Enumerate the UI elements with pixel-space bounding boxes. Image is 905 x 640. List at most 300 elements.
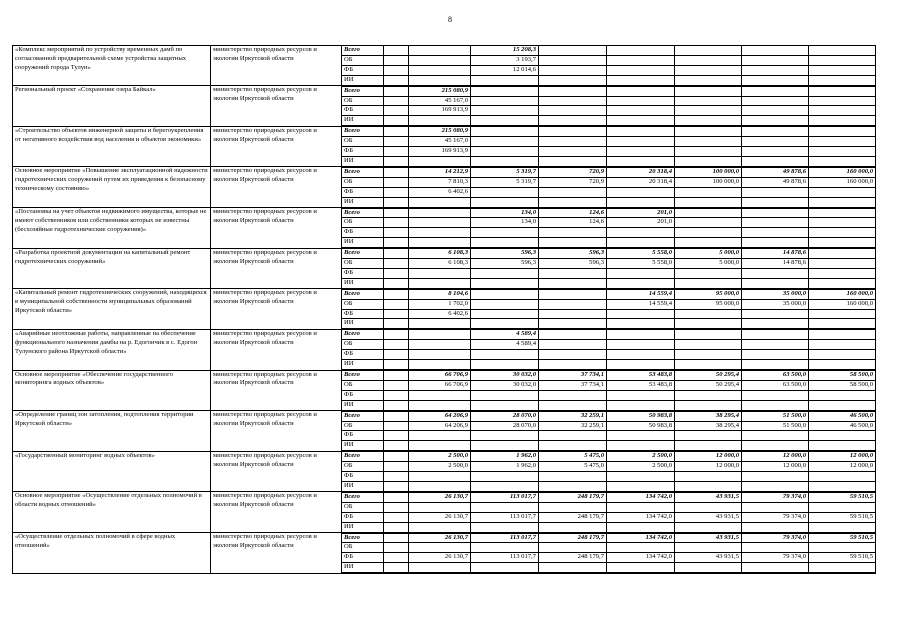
amount-cell: 49 878,6: [742, 167, 809, 177]
amount-cell: [809, 156, 876, 166]
amount-cell: [809, 390, 876, 400]
amount-cell: [742, 46, 809, 56]
amount-cell: [384, 278, 409, 288]
amount-cell: [409, 46, 471, 56]
amount-cell: [675, 441, 742, 451]
table-row: [13, 167, 876, 177]
amount-cell: [539, 329, 607, 339]
amount-cell: [607, 543, 675, 553]
amount-cell: [539, 350, 607, 360]
amount-cell: [675, 238, 742, 248]
amount-cell: [742, 431, 809, 441]
amount-cell: [675, 106, 742, 116]
amount-cell: 63 500,0: [742, 380, 809, 390]
amount-cell: 79 374,0: [742, 553, 809, 563]
amount-cell: [742, 340, 809, 350]
amount-cell: [809, 208, 876, 218]
amount-cell: [675, 319, 742, 329]
amount-cell: 6 402,6: [409, 309, 471, 319]
amount-cell: [607, 329, 675, 339]
amount-cell: 134,0: [471, 208, 539, 218]
table-row: [13, 86, 876, 96]
responsible-executor: министерство природных ресурсов и экологии Иркутской области: [211, 411, 342, 452]
amount-cell: [409, 116, 471, 126]
activity-name: «Аварийные неотложные работы, направленные на обеспечение функционального назначения дамбы на р. Едогончик в с. Едогон Тулунского района Иркутской области»: [13, 329, 211, 370]
amount-cell: 596,3: [471, 248, 539, 258]
funding-source: ОБ: [342, 96, 384, 106]
amount-cell: [539, 502, 607, 512]
amount-cell: [384, 208, 409, 218]
amount-cell: [384, 238, 409, 248]
amount-cell: 30 032,0: [471, 370, 539, 380]
amount-cell: 5 000,0: [675, 259, 742, 269]
funding-source: ОБ: [342, 543, 384, 553]
amount-cell: [471, 472, 539, 482]
page-number: 8: [448, 15, 452, 24]
responsible-executor: министерство природных ресурсов и экологии Иркутской области: [211, 370, 342, 411]
table-row: [13, 411, 876, 421]
amount-cell: [384, 522, 409, 532]
table-row: [13, 248, 876, 258]
budget-table: [12, 45, 876, 574]
amount-cell: 124,6: [539, 218, 607, 228]
amount-cell: [471, 238, 539, 248]
amount-cell: [471, 147, 539, 157]
amount-cell: 169 913,9: [409, 106, 471, 116]
funding-source: ОБ: [342, 340, 384, 350]
amount-cell: 2 500,0: [409, 462, 471, 472]
amount-cell: [384, 472, 409, 482]
amount-cell: 5 319,7: [471, 167, 539, 177]
amount-cell: [742, 441, 809, 451]
amount-cell: 79 374,0: [742, 512, 809, 522]
amount-cell: 5 475,0: [539, 451, 607, 461]
funding-source: ИИ: [342, 360, 384, 370]
amount-cell: [409, 522, 471, 532]
amount-cell: 58 500,0: [809, 380, 876, 390]
amount-cell: [539, 340, 607, 350]
amount-cell: [607, 46, 675, 56]
amount-cell: 45 167,0: [409, 96, 471, 106]
amount-cell: [539, 431, 607, 441]
amount-cell: [607, 431, 675, 441]
amount-cell: [607, 156, 675, 166]
amount-cell: [384, 96, 409, 106]
amount-cell: [675, 472, 742, 482]
amount-cell: [607, 86, 675, 96]
amount-cell: 5 558,0: [607, 259, 675, 269]
amount-cell: 37 734,1: [539, 370, 607, 380]
amount-cell: [742, 472, 809, 482]
amount-cell: [675, 65, 742, 75]
responsible-executor: министерство природных ресурсов и экологии Иркутской области: [211, 248, 342, 289]
amount-cell: [809, 65, 876, 75]
amount-cell: [384, 65, 409, 75]
table-row: [13, 46, 876, 56]
amount-cell: [471, 228, 539, 238]
amount-cell: [409, 441, 471, 451]
amount-cell: [384, 177, 409, 187]
amount-cell: 113 017,7: [471, 553, 539, 563]
amount-cell: [539, 86, 607, 96]
amount-cell: [742, 329, 809, 339]
table-row: [13, 329, 876, 339]
amount-cell: 720,9: [539, 167, 607, 177]
amount-cell: 160 000,0: [809, 177, 876, 187]
amount-cell: [607, 197, 675, 207]
amount-cell: [809, 563, 876, 573]
amount-cell: 1 702,0: [409, 299, 471, 309]
funding-source: ИИ: [342, 156, 384, 166]
amount-cell: [675, 137, 742, 147]
amount-cell: [471, 543, 539, 553]
amount-cell: 26 130,7: [409, 492, 471, 502]
responsible-executor: министерство природных ресурсов и экологии Иркутской области: [211, 167, 342, 208]
amount-cell: [384, 350, 409, 360]
amount-cell: 169 913,9: [409, 147, 471, 157]
amount-cell: [471, 522, 539, 532]
amount-cell: [607, 522, 675, 532]
amount-cell: 215 080,9: [409, 126, 471, 136]
amount-cell: [809, 46, 876, 56]
amount-cell: [471, 431, 539, 441]
amount-cell: 95 000,0: [675, 289, 742, 299]
amount-cell: 6 108,3: [409, 248, 471, 258]
amount-cell: [409, 543, 471, 553]
amount-cell: 50 983,8: [607, 421, 675, 431]
amount-cell: [809, 106, 876, 116]
amount-cell: [742, 218, 809, 228]
amount-cell: 14 878,6: [742, 259, 809, 269]
funding-source: ИИ: [342, 400, 384, 410]
amount-cell: [471, 360, 539, 370]
amount-cell: 66 706,9: [409, 370, 471, 380]
amount-cell: [384, 390, 409, 400]
amount-cell: [675, 278, 742, 288]
amount-cell: [384, 451, 409, 461]
amount-cell: [809, 238, 876, 248]
amount-cell: [539, 197, 607, 207]
amount-cell: [539, 55, 607, 65]
amount-cell: [384, 340, 409, 350]
amount-cell: 43 931,5: [675, 533, 742, 543]
amount-cell: [809, 543, 876, 553]
amount-cell: 201,0: [607, 218, 675, 228]
amount-cell: 134,0: [471, 218, 539, 228]
amount-cell: [607, 350, 675, 360]
funding-source: ФБ: [342, 106, 384, 116]
funding-source: ФБ: [342, 187, 384, 197]
funding-source: ФБ: [342, 228, 384, 238]
amount-cell: [675, 75, 742, 85]
amount-cell: [607, 228, 675, 238]
amount-cell: [607, 360, 675, 370]
amount-cell: 50 295,4: [675, 370, 742, 380]
amount-cell: 28 070,0: [471, 411, 539, 421]
amount-cell: [384, 75, 409, 85]
activity-name: «Строительство объектов инженерной защиты и берегоукрепления от негативного воздействия вод населения и объектов экономики»: [13, 126, 211, 167]
amount-cell: 28 070,0: [471, 421, 539, 431]
funding-source: Всего: [342, 248, 384, 258]
amount-cell: [539, 116, 607, 126]
amount-cell: [384, 55, 409, 65]
amount-cell: [471, 278, 539, 288]
amount-cell: 201,0: [607, 208, 675, 218]
amount-cell: [539, 400, 607, 410]
table-row: [13, 208, 876, 218]
amount-cell: [675, 228, 742, 238]
amount-cell: [384, 319, 409, 329]
amount-cell: [675, 522, 742, 532]
amount-cell: [809, 481, 876, 491]
amount-cell: [409, 472, 471, 482]
amount-cell: 134 742,0: [607, 512, 675, 522]
amount-cell: [675, 563, 742, 573]
amount-cell: [539, 75, 607, 85]
amount-cell: [384, 299, 409, 309]
amount-cell: [384, 86, 409, 96]
amount-cell: [539, 563, 607, 573]
table-row: [13, 492, 876, 502]
amount-cell: [409, 481, 471, 491]
funding-source: ФБ: [342, 309, 384, 319]
amount-cell: [471, 481, 539, 491]
amount-cell: [384, 268, 409, 278]
funding-source: ОБ: [342, 259, 384, 269]
amount-cell: [742, 268, 809, 278]
amount-cell: [384, 512, 409, 522]
amount-cell: 215 080,9: [409, 86, 471, 96]
amount-cell: 49 878,6: [742, 177, 809, 187]
amount-cell: [742, 238, 809, 248]
amount-cell: 596,3: [539, 248, 607, 258]
amount-cell: [409, 319, 471, 329]
amount-cell: [471, 299, 539, 309]
amount-cell: [607, 75, 675, 85]
amount-cell: [471, 289, 539, 299]
amount-cell: 5 000,0: [675, 248, 742, 258]
amount-cell: 20 318,4: [607, 177, 675, 187]
amount-cell: [471, 319, 539, 329]
responsible-executor: министерство природных ресурсов и экологии Иркутской области: [211, 329, 342, 370]
amount-cell: [409, 65, 471, 75]
amount-cell: [809, 268, 876, 278]
amount-cell: 134 742,0: [607, 492, 675, 502]
funding-source: ОБ: [342, 421, 384, 431]
amount-cell: [742, 309, 809, 319]
amount-cell: [742, 522, 809, 532]
amount-cell: [607, 238, 675, 248]
amount-cell: [384, 116, 409, 126]
amount-cell: [409, 75, 471, 85]
amount-cell: 50 295,4: [675, 380, 742, 390]
amount-cell: [809, 340, 876, 350]
amount-cell: [384, 147, 409, 157]
funding-source: ФБ: [342, 553, 384, 563]
amount-cell: 1 962,0: [471, 462, 539, 472]
responsible-executor: министерство природных ресурсов и экологии Иркутской области: [211, 289, 342, 330]
amount-cell: [675, 208, 742, 218]
amount-cell: 134 742,0: [607, 533, 675, 543]
amount-cell: [409, 400, 471, 410]
amount-cell: [675, 502, 742, 512]
amount-cell: [409, 431, 471, 441]
amount-cell: 1 962,0: [471, 451, 539, 461]
amount-cell: [809, 259, 876, 269]
amount-cell: [384, 481, 409, 491]
amount-cell: [809, 278, 876, 288]
amount-cell: 12 000,0: [742, 462, 809, 472]
amount-cell: [607, 137, 675, 147]
activity-name: Основное мероприятие «Осуществление отдельных полномочий в области водных отношений»: [13, 492, 211, 533]
amount-cell: [809, 522, 876, 532]
amount-cell: [809, 502, 876, 512]
amount-cell: [742, 147, 809, 157]
amount-cell: [471, 106, 539, 116]
amount-cell: [471, 309, 539, 319]
amount-cell: [471, 502, 539, 512]
amount-cell: [742, 65, 809, 75]
amount-cell: [742, 96, 809, 106]
amount-cell: [471, 126, 539, 136]
amount-cell: 59 510,5: [809, 512, 876, 522]
amount-cell: 160 000,0: [809, 289, 876, 299]
funding-source: ОБ: [342, 137, 384, 147]
table-row: [13, 370, 876, 380]
funding-source: ФБ: [342, 350, 384, 360]
amount-cell: [809, 431, 876, 441]
responsible-executor: министерство природных ресурсов и экологии Иркутской области: [211, 533, 342, 574]
amount-cell: [607, 340, 675, 350]
amount-cell: [384, 137, 409, 147]
amount-cell: 46 500,0: [809, 421, 876, 431]
funding-source: ИИ: [342, 319, 384, 329]
amount-cell: 59 510,5: [809, 492, 876, 502]
amount-cell: 3 193,7: [471, 55, 539, 65]
amount-cell: [471, 187, 539, 197]
amount-cell: [409, 502, 471, 512]
amount-cell: [539, 46, 607, 56]
amount-cell: [675, 329, 742, 339]
amount-cell: 7 810,3: [409, 177, 471, 187]
amount-cell: [607, 126, 675, 136]
amount-cell: [539, 299, 607, 309]
amount-cell: [809, 218, 876, 228]
funding-source: Всего: [342, 86, 384, 96]
amount-cell: 14 559,4: [607, 299, 675, 309]
amount-cell: [742, 126, 809, 136]
amount-cell: [539, 106, 607, 116]
amount-cell: 100 000,0: [675, 167, 742, 177]
amount-cell: [809, 55, 876, 65]
amount-cell: [809, 86, 876, 96]
amount-cell: 14 212,9: [409, 167, 471, 177]
amount-cell: [742, 208, 809, 218]
amount-cell: 8 104,6: [409, 289, 471, 299]
amount-cell: [809, 187, 876, 197]
amount-cell: 95 000,0: [675, 299, 742, 309]
amount-cell: [384, 360, 409, 370]
amount-cell: 58 500,0: [809, 370, 876, 380]
amount-cell: 51 500,0: [742, 411, 809, 421]
amount-cell: [675, 390, 742, 400]
amount-cell: 2 500,0: [409, 451, 471, 461]
amount-cell: 596,3: [539, 259, 607, 269]
amount-cell: [539, 472, 607, 482]
amount-cell: [539, 390, 607, 400]
amount-cell: [607, 96, 675, 106]
amount-cell: 79 374,0: [742, 492, 809, 502]
amount-cell: 124,6: [539, 208, 607, 218]
amount-cell: [409, 55, 471, 65]
amount-cell: [384, 492, 409, 502]
amount-cell: [675, 360, 742, 370]
amount-cell: 248 179,7: [539, 512, 607, 522]
amount-cell: [471, 75, 539, 85]
amount-cell: [809, 360, 876, 370]
amount-cell: 53 483,8: [607, 380, 675, 390]
activity-name: Основное мероприятие «Обеспечение государственного мониторинга водных объектов»: [13, 370, 211, 411]
table-row: [13, 289, 876, 299]
amount-cell: 134 742,0: [607, 553, 675, 563]
amount-cell: [809, 137, 876, 147]
amount-cell: [742, 228, 809, 238]
responsible-executor: министерство природных ресурсов и экологии Иркутской области: [211, 208, 342, 249]
amount-cell: 12 000,0: [675, 462, 742, 472]
amount-cell: 79 374,0: [742, 533, 809, 543]
amount-cell: 43 931,5: [675, 512, 742, 522]
responsible-executor: министерство природных ресурсов и экологии Иркутской области: [211, 451, 342, 492]
amount-cell: [539, 96, 607, 106]
amount-cell: 12 014,6: [471, 65, 539, 75]
amount-cell: 43 931,5: [675, 553, 742, 563]
amount-cell: [384, 126, 409, 136]
activity-name: «Постановка на учет объектов недвижимого имущества, которые не имеют собственников или собственники которых не известны (бесхозяйные гидротехнические сооружения)»: [13, 208, 211, 249]
amount-cell: [539, 126, 607, 136]
amount-cell: [409, 390, 471, 400]
amount-cell: [675, 147, 742, 157]
amount-cell: 43 931,5: [675, 492, 742, 502]
amount-cell: [384, 431, 409, 441]
amount-cell: [675, 197, 742, 207]
amount-cell: [607, 309, 675, 319]
amount-cell: 64 206,9: [409, 411, 471, 421]
amount-cell: [384, 197, 409, 207]
amount-cell: [539, 187, 607, 197]
amount-cell: [539, 543, 607, 553]
funding-source: ОБ: [342, 299, 384, 309]
responsible-executor: министерство природных ресурсов и экологии Иркутской области: [211, 46, 342, 86]
amount-cell: 14 878,6: [742, 248, 809, 258]
amount-cell: [384, 289, 409, 299]
amount-cell: 26 130,7: [409, 533, 471, 543]
amount-cell: [742, 106, 809, 116]
amount-cell: [675, 268, 742, 278]
amount-cell: 30 032,0: [471, 380, 539, 390]
funding-source: ИИ: [342, 238, 384, 248]
funding-source: ОБ: [342, 380, 384, 390]
amount-cell: 596,3: [471, 259, 539, 269]
funding-source: ИИ: [342, 481, 384, 491]
amount-cell: [409, 238, 471, 248]
amount-cell: [384, 553, 409, 563]
funding-source: ИИ: [342, 116, 384, 126]
responsible-executor: министерство природных ресурсов и экологии Иркутской области: [211, 126, 342, 167]
amount-cell: [675, 116, 742, 126]
amount-cell: [607, 472, 675, 482]
amount-cell: 2 500,0: [607, 462, 675, 472]
funding-source: Всего: [342, 329, 384, 339]
